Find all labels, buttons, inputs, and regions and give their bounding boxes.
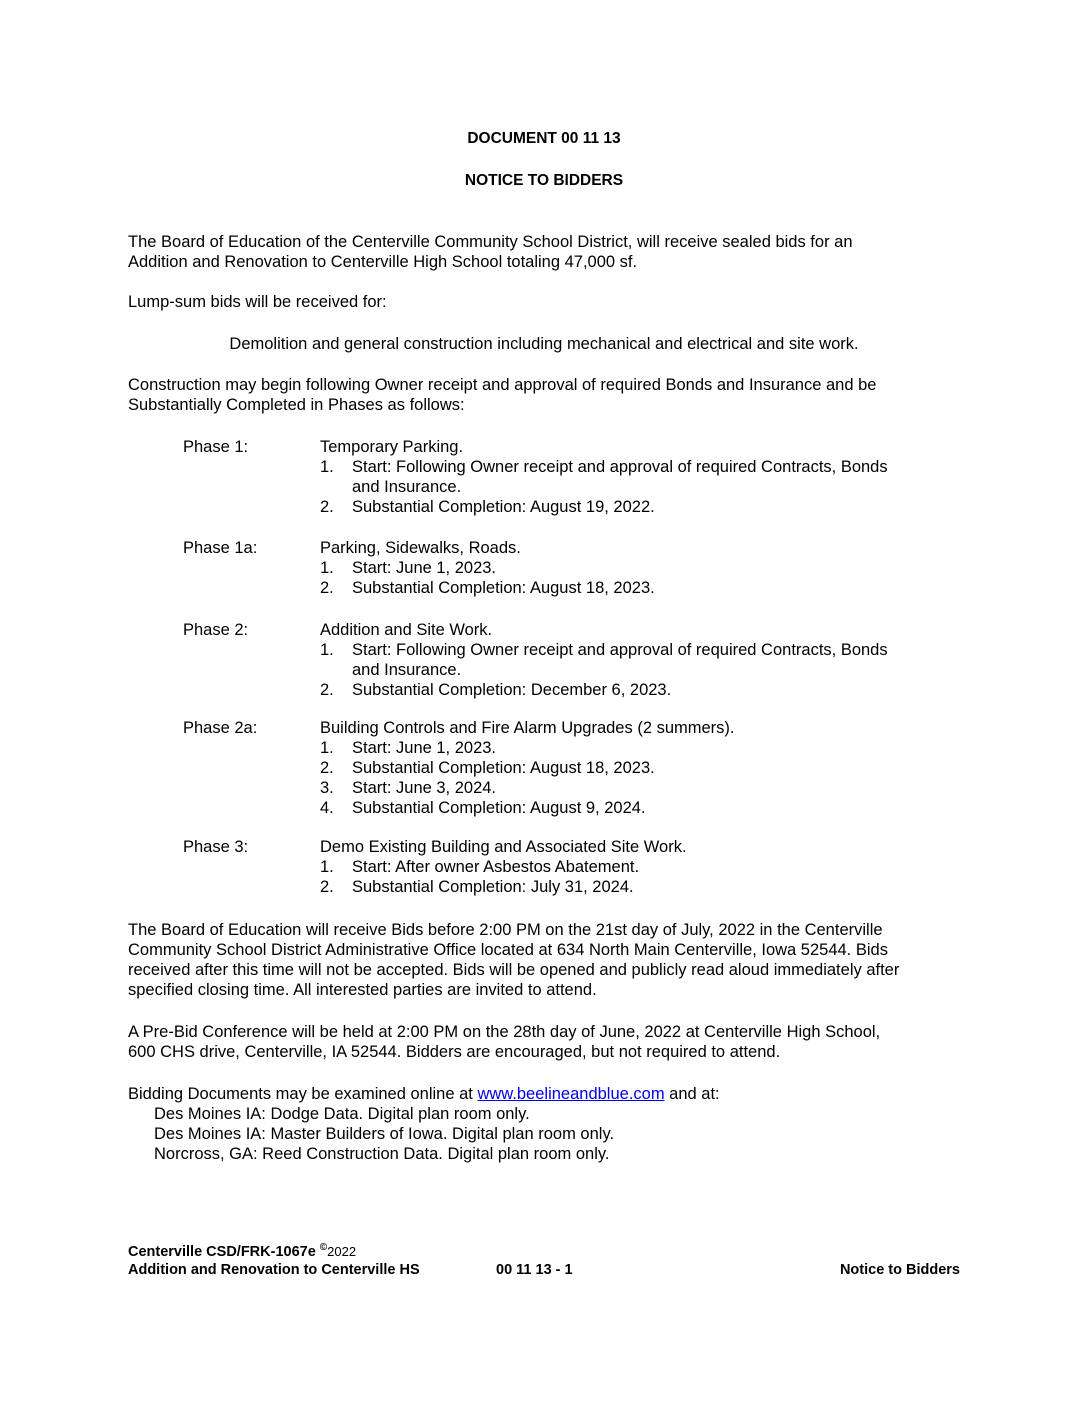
item-number: 2.	[320, 498, 334, 516]
list-item	[320, 558, 960, 578]
phase-title: Temporary Parking.	[320, 438, 464, 456]
lump-sum-scope: Demolition and general construction including mechanical and electrical and site work.	[229, 335, 859, 353]
item-text: Start: Following Owner receipt and approval of required Contracts, Bonds	[352, 641, 888, 659]
intro-line: The Board of Education of the Centerville Community School District, will receive sealed bids for an	[128, 233, 853, 251]
footer-project-name: Addition and Renovation to Centerville HS	[128, 1262, 420, 1278]
prebid-line: A Pre-Bid Conference will be held at 2:00 PM on the 28th day of June, 2022 at Centerville High School,	[128, 1023, 881, 1041]
footer-row-1	[128, 1242, 960, 1261]
item-text-continuation: and Insurance.	[352, 661, 462, 679]
phase-items	[320, 558, 960, 598]
item-number: 1.	[320, 858, 334, 876]
item-number: 2.	[320, 878, 334, 896]
bids-paragraph	[128, 920, 968, 1000]
phase-title: Parking, Sidewalks, Roads.	[320, 539, 521, 557]
lump-sum-label: Lump-sum bids will be received for:	[128, 293, 387, 311]
phase-label: Phase 1a:	[183, 539, 258, 557]
construction-line: Substantially Completed in Phases as follows:	[128, 396, 465, 414]
item-text: Substantial Completion: July 31, 2024.	[352, 878, 634, 896]
bidding-documents-link[interactable]: www.beelineandblue.com	[477, 1085, 665, 1103]
phase-items	[320, 640, 960, 700]
item-text: Substantial Completion: August 9, 2024.	[352, 799, 646, 817]
item-text: Start: June 1, 2023.	[352, 739, 497, 757]
plan-room-location: Des Moines IA: Master Builders of Iowa. Digital plan room only.	[154, 1125, 615, 1143]
item-number: 1.	[320, 458, 334, 476]
item-text: Start: June 3, 2024.	[352, 779, 497, 797]
prebid-line: 600 CHS drive, Centerville, IA 52544. Bidders are encouraged, but not required to attend.	[128, 1043, 781, 1061]
document-title: NOTICE TO BIDDERS	[464, 172, 624, 189]
list-item	[320, 758, 960, 778]
list-item	[320, 578, 960, 598]
bids-line: specified closing time. All interested parties are invited to attend.	[128, 981, 597, 999]
bidding-documents-suffix: and at:	[664, 1085, 720, 1103]
item-number: 4.	[320, 799, 334, 817]
item-number: 1.	[320, 641, 334, 659]
phase-title: Addition and Site Work.	[320, 621, 493, 639]
footer-section-title: Notice to Bidders	[839, 1262, 960, 1278]
page-footer	[128, 1242, 960, 1280]
footer-row-2	[128, 1261, 960, 1280]
item-text: Substantial Completion: August 19, 2022.	[352, 498, 655, 516]
phase-label: Phase 3:	[183, 838, 249, 856]
construction-paragraph	[128, 375, 968, 415]
plan-room-location: Des Moines IA: Dodge Data. Digital plan room only.	[154, 1105, 530, 1123]
plan-room-location: Norcross, GA: Reed Construction Data. Digital plan room only.	[154, 1145, 610, 1163]
phase-items	[320, 738, 960, 818]
bidding-documents-paragraph	[128, 1084, 968, 1164]
list-item	[320, 680, 960, 700]
bidding-documents-prefix: Bidding Documents may be examined online at	[128, 1085, 478, 1103]
footer-project-code: Centerville CSD/FRK-1067e	[128, 1244, 316, 1260]
item-number: 1.	[320, 559, 334, 577]
phase-label: Phase 2a:	[183, 719, 258, 737]
copyright-icon: ©	[319, 1242, 328, 1254]
list-item	[320, 738, 960, 758]
construction-line: Construction may begin following Owner receipt and approval of required Bonds and Insurance and be	[128, 376, 877, 394]
item-number: 1.	[320, 739, 334, 757]
item-text: Start: After owner Asbestos Abatement.	[352, 858, 640, 876]
item-number: 3.	[320, 779, 334, 797]
bidding-documents-line	[128, 1084, 968, 1104]
bids-line: received after this time will not be accepted. Bids will be opened and publicly read aloud immediately after	[128, 961, 900, 979]
list-item	[320, 798, 960, 818]
item-number: 2.	[320, 681, 334, 699]
item-text: Start: Following Owner receipt and approval of required Contracts, Bonds	[352, 458, 888, 476]
phase-title: Building Controls and Fire Alarm Upgrades (2 summers).	[320, 719, 735, 737]
phase-items	[320, 457, 960, 517]
bids-line: Community School District Administrative Office located at 634 North Main Centerville, Iowa 52544. Bids	[128, 941, 888, 959]
list-item	[320, 877, 960, 897]
intro-paragraph	[128, 232, 968, 272]
footer-page-number: 00 11 13 - 1	[496, 1262, 573, 1278]
phase-items	[320, 857, 960, 897]
intro-line: Addition and Renovation to Centerville High School totaling 47,000 sf.	[128, 253, 638, 271]
item-text: Start: June 1, 2023.	[352, 559, 497, 577]
list-item	[320, 778, 960, 798]
phase-title: Demo Existing Building and Associated Site Work.	[320, 838, 687, 856]
prebid-paragraph	[128, 1022, 968, 1062]
item-text: Substantial Completion: August 18, 2023.	[352, 579, 655, 597]
list-item	[320, 640, 960, 680]
item-number: 2.	[320, 759, 334, 777]
item-text-continuation: and Insurance.	[352, 478, 462, 496]
phase-label: Phase 2:	[183, 621, 249, 639]
list-item	[320, 857, 960, 877]
footer-copyright-year: 2022	[327, 1244, 357, 1259]
list-item	[320, 497, 960, 517]
bids-line: The Board of Education will receive Bids before 2:00 PM on the 21st day of July, 2022 in the Centerville	[128, 921, 883, 939]
phase-label: Phase 1:	[183, 438, 249, 456]
item-text: Substantial Completion: August 18, 2023.	[352, 759, 655, 777]
item-number: 2.	[320, 579, 334, 597]
document-number: DOCUMENT 00 11 13	[467, 130, 621, 147]
item-text: Substantial Completion: December 6, 2023.	[352, 681, 672, 699]
list-item	[320, 457, 960, 497]
